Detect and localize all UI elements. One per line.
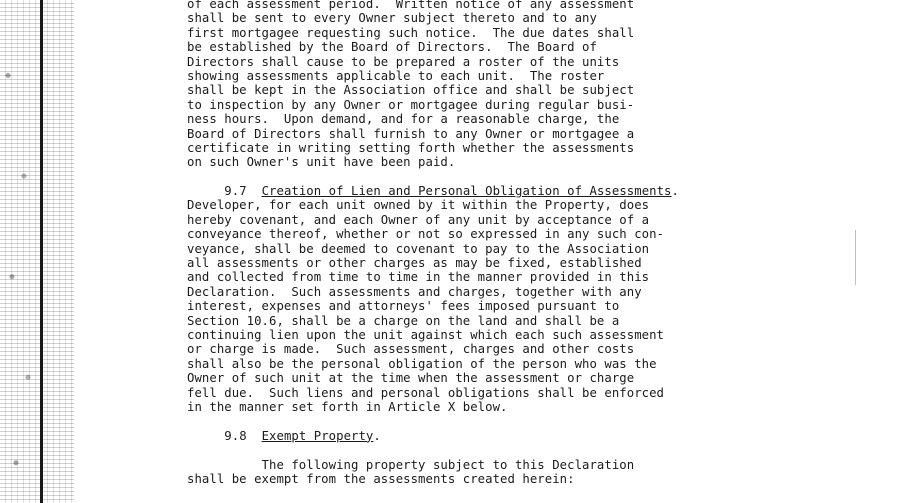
text-line: all assessments or other charges as may be fixed, established [187,256,642,271]
text-line: continuing lien upon the unit against which each such assessment [187,327,665,342]
text-line: first mortgagee requesting such notice. The due dates shall [187,25,635,40]
text-line: to inspection by any Owner or mortgagee during regular busi- [187,97,635,112]
text-line: fell due. Such liens and personal obligations shall be enforced [187,385,665,400]
text-line: and collected from time to time in the manner provided in this [187,270,650,285]
text-line: conveyance thereof, whether or not so expressed in any such con- [187,227,665,242]
text-line: The following property subject to this Declaration [187,457,635,472]
text-line: Declaration. Such assessments and charges, together with any [187,284,642,299]
text-line: in the manner set forth in Article X below. [187,399,508,414]
section-9-8 [187,429,787,487]
text-line: of each assessment period. Written notice of any assessment [187,0,635,11]
text-line: Board of Directors shall furnish to any Owner or mortgagee a [187,126,635,141]
text-line: certificate in writing setting forth whether the assessments [187,140,635,155]
text-line: on such Owner's unit have been paid. [187,155,456,170]
section-number: 9.7 [224,184,247,199]
section-title: Creation of Lien and Personal Obligation of Assessments [261,184,672,199]
text-line: or charge is made. Such assessment, charges and other costs [187,342,635,357]
text-line: hereby covenant, and each Owner of any unit by acceptance of a [187,212,650,227]
text-line: shall be sent to every Owner subject thereto and to any [187,11,597,26]
section-title-suffix: . [373,428,381,443]
text-line: ness hours. Upon demand, and for a reasonable charge, the [187,112,620,127]
section-title-suffix: . [671,184,679,199]
section-title: Exempt Property [261,428,374,443]
text-line: Owner of such unit at the time when the assessment or charge [187,371,635,386]
text-line: shall also be the personal obligation of the person who was the [187,356,657,371]
text-line: shall be kept in the Association office and shall be subject [187,83,635,98]
document-body [187,0,787,486]
text-line: Directors shall cause to be prepared a roster of the units [187,54,620,69]
text-line: veyance, shall be deemed to covenant to pay to the Association [187,241,650,256]
paragraph-assessment-notice [187,0,787,170]
text-line: shall be exempt from the assessments created herein: [187,471,575,486]
text-line: interest, expenses and attorneys' fees imposed pursuant to [187,299,620,314]
text-line: showing assessments applicable to each unit. The roster [187,68,605,83]
text-line: Section 10.6, shall be a charge on the land and shall be a [187,313,620,328]
scan-margin-mark [855,230,856,285]
section-heading [187,184,787,198]
scan-edge-specks [0,0,40,503]
scan-edge-bar [40,0,43,503]
text-line: be established by the Board of Directors. The Board of [187,40,597,55]
text-line: Developer, for each unit owned by it within the Property, does [187,198,650,213]
section-heading [187,429,787,443]
section-9-7 [187,184,787,414]
section-number: 9.8 [224,428,247,443]
